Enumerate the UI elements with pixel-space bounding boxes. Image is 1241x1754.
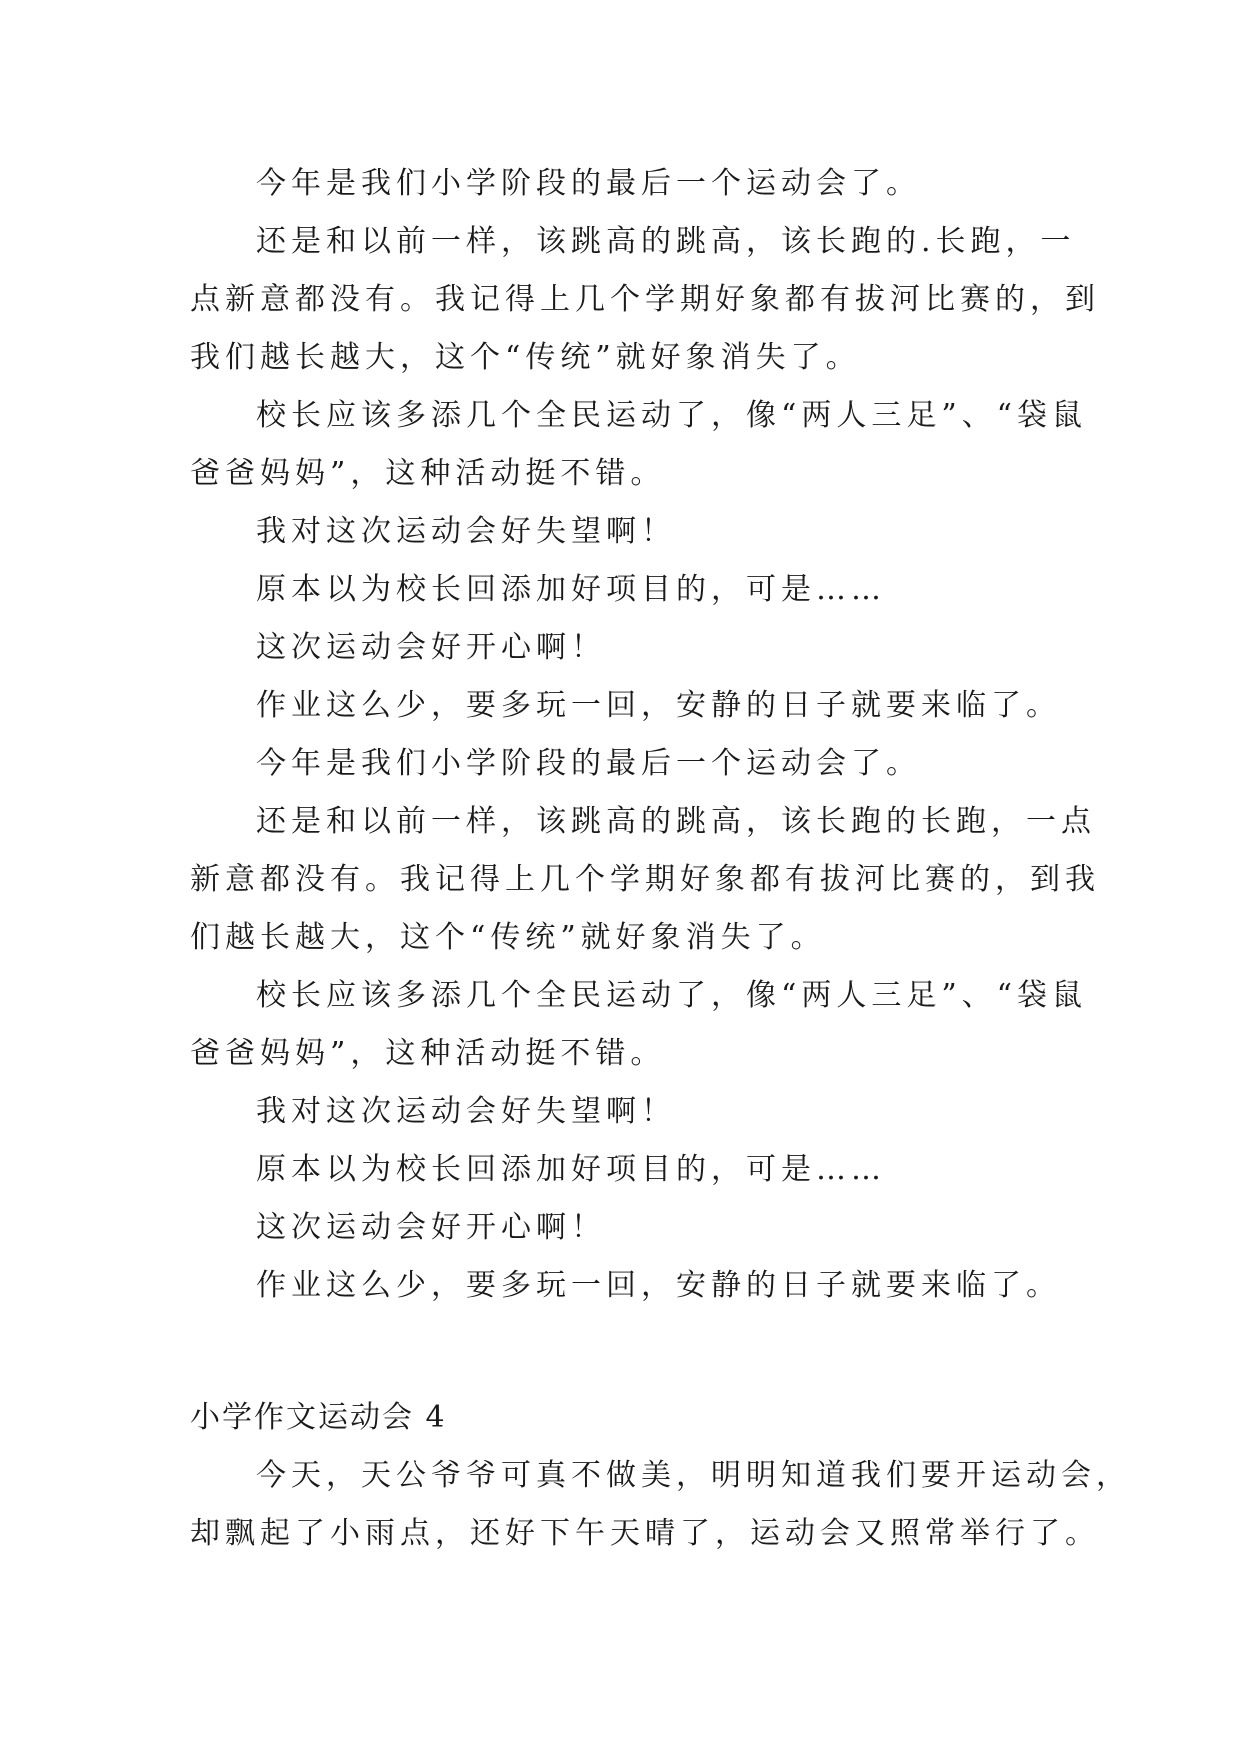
- document-body: [190, 155, 1131, 1563]
- paragraph-line: 点新意都没有。我记得上几个学期好象都有拔河比赛的，到: [190, 282, 1100, 317]
- paragraph-line: 今年是我们小学阶段的最后一个运动会了。: [256, 746, 921, 781]
- paragraph-line: 们越长越大，这个“传统”就好象消失了。: [190, 920, 826, 955]
- paragraph-line: 今天，天公爷爷可真不做美，明明知道我们要开运动会，: [256, 1458, 1131, 1493]
- paragraph-line: 却飘起了小雨点，还好下午天晴了，运动会又照常举行了。: [190, 1516, 1100, 1551]
- paragraph-line: 新意都没有。我记得上几个学期好象都有拔河比赛的，到我: [190, 862, 1100, 897]
- paragraph-line: 作业这么少，要多玩一回，安静的日子就要来临了。: [256, 688, 1061, 723]
- paragraph-line: 今年是我们小学阶段的最后一个运动会了。: [256, 166, 921, 201]
- paragraph-line: 我对这次运动会好失望啊！: [256, 1094, 676, 1129]
- paragraph-line: 爸爸妈妈”，这种活动挺不错。: [190, 456, 666, 491]
- paragraph-line: 校长应该多添几个全民运动了，像“两人三足”、“袋鼠: [256, 398, 1088, 433]
- paragraph-line: 爸爸妈妈”，这种活动挺不错。: [190, 1036, 666, 1071]
- paragraph-line: 原本以为校长回添加好项目的，可是……: [256, 572, 886, 607]
- paragraph-line: 校长应该多添几个全民运动了，像“两人三足”、“袋鼠: [256, 978, 1088, 1013]
- paragraph-line: 原本以为校长回添加好项目的，可是……: [256, 1152, 886, 1187]
- section-spacer: [190, 1315, 1060, 1389]
- essay-heading: 小学作文运动会 4: [190, 1400, 447, 1435]
- paragraph-line: 这次运动会好开心啊！: [256, 1210, 606, 1245]
- paragraph-line: 我们越长越大，这个“传统”就好象消失了。: [190, 340, 861, 375]
- paragraph-line: 我对这次运动会好失望啊！: [256, 514, 676, 549]
- paragraph-line: 这次运动会好开心啊！: [256, 630, 606, 665]
- paragraph-line: 作业这么少，要多玩一回，安静的日子就要来临了。: [256, 1268, 1061, 1303]
- paragraph-line: 还是和以前一样，该跳高的跳高，该长跑的.长跑，一: [256, 224, 1076, 259]
- paragraph-line: 还是和以前一样，该跳高的跳高，该长跑的长跑，一点: [256, 804, 1096, 839]
